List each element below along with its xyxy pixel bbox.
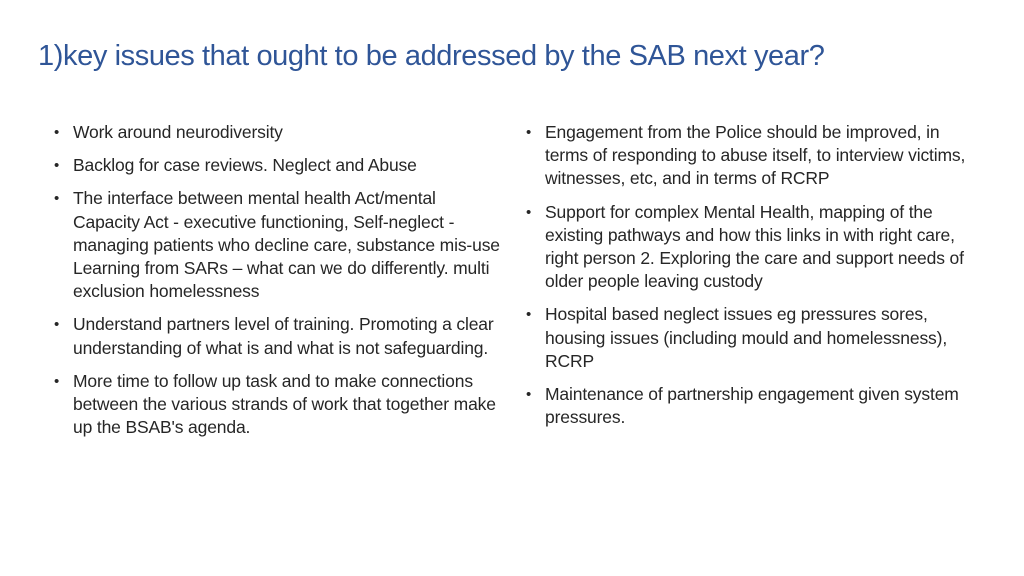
bullet-dot-icon: • (526, 203, 532, 221)
bullet-text: Engagement from the Police should be improved, in terms of responding to abuse itself, to interview victims, witnesses, etc, and in terms of RCRP (545, 122, 966, 189)
bullet-text: Understand partners level of training. Promoting a clear understanding of what is and what is not safeguarding. (73, 314, 494, 358)
bullet-text: Backlog for case reviews. Neglect and Abuse (73, 155, 417, 176)
bullet-text: Work around neurodiversity (73, 122, 283, 142)
bullet-item (54, 154, 504, 177)
bullet-text: Maintenance of partnership engagement given system pressures. (545, 384, 959, 428)
bullet-text: Hospital based neglect issues eg pressures sores, housing issues (including mould and homelessness), RCRP (545, 304, 948, 371)
bullet-item (54, 313, 504, 359)
bullet-item (526, 201, 971, 294)
bullet-item (54, 121, 504, 144)
bullet-text: Support for complex Mental Health, mapping of the existing pathways and how this links in with right care, right person 2. Exploring the care and support needs of older people leaving custody (545, 201, 964, 292)
bullet-item (526, 121, 971, 191)
bullet-dot-icon: • (54, 190, 60, 208)
bullet-dot-icon: • (526, 124, 532, 141)
bullet-text: The interface between mental health Act/mental Capacity Act - executive functioning, Self-neglect - managing patients who decline care, substance mis-use Learning from SARs – what can we do differently. multi exclusion homelessness (73, 188, 500, 302)
bullet-item (526, 383, 971, 429)
bullet-dot-icon: • (54, 157, 60, 175)
bullet-dot-icon: • (526, 386, 532, 404)
bullet-dot-icon: • (54, 124, 60, 141)
right-bullet-list (526, 121, 971, 439)
left-bullet-list (54, 121, 504, 449)
bullet-item (54, 187, 504, 303)
bullet-dot-icon: • (526, 306, 532, 324)
bullet-text: More time to follow up task and to make connections between the various strands of work that together make up the BSAB's agenda. (73, 370, 496, 438)
bullet-dot-icon: • (54, 372, 60, 390)
bullet-item (54, 370, 504, 440)
bullet-dot-icon: • (54, 316, 60, 334)
slide-title: 1)key issues that ought to be addressed by the SAB next year? (38, 40, 825, 72)
bullet-item (526, 303, 971, 373)
